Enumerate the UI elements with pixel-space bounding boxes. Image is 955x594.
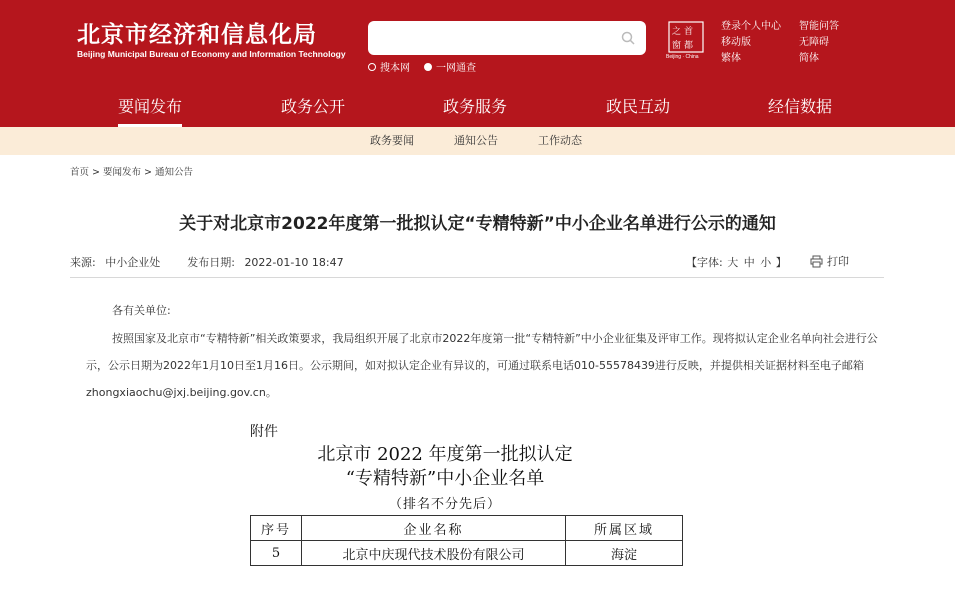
login-link[interactable]: 登录个人中心 <box>721 21 781 32</box>
source-label: 来源: <box>70 256 96 269</box>
font-size-medium[interactable]: 中 <box>743 256 755 269</box>
accessibility-link[interactable]: 无障碍 <box>799 37 829 48</box>
enterprise-list-table <box>250 515 683 566</box>
column-header-district: 所属区域 <box>566 516 683 541</box>
font-size-label: 【字体: <box>686 256 723 269</box>
column-header-name: 企业名称 <box>302 516 566 541</box>
traditional-chinese-link[interactable]: 繁体 <box>721 53 741 64</box>
smart-qa-link[interactable]: 智能问答 <box>799 21 839 32</box>
font-size-large[interactable]: 大 <box>727 256 739 269</box>
subnav-item-work-updates[interactable]: 工作动态 <box>538 134 582 147</box>
font-size-close: 】 <box>775 256 787 269</box>
table-row <box>251 541 683 566</box>
cell-no: 5 <box>251 541 302 566</box>
mobile-link[interactable]: 移动版 <box>721 37 751 48</box>
print-label: 打印 <box>827 255 849 268</box>
site-logo-chinese[interactable]: 北京市经济和信息化局 <box>77 22 317 48</box>
nav-item-data[interactable]: 经信数据 <box>768 97 833 116</box>
site-logo-english: Beijing Municipal Bureau of Economy and Information Technology <box>77 49 346 59</box>
article-salutation: 各有关单位: <box>112 304 171 317</box>
capital-logo-caption: Beijing · China <box>666 54 699 60</box>
breadcrumb-notices[interactable]: 通知公告 <box>154 167 193 178</box>
source-value: 中小企业处 <box>105 256 161 269</box>
site-header <box>0 0 955 87</box>
font-size-control <box>686 254 787 270</box>
nav-item-gov-services[interactable]: 政务服务 <box>443 97 508 116</box>
search-box <box>368 21 646 55</box>
breadcrumb-news[interactable]: 要闻发布 <box>102 167 141 178</box>
radio-checked-icon <box>424 63 432 71</box>
article-paragraph: 按照国家及北京市“专精特新”相关政策要求，我局组织开展了北京市2022年度第一批“专精特新”中小企业征集及评审工作。现将拟认定企业名单向社会进行公示，公示日期为2022年1月10日至1月16日。公示期间，如对拟认定企业有异议的，可通过联系电话010-55578439进行反映，并提供相关证据材料至电子邮箱zhongxiaochu@jxj.beijing.gov.cn。 <box>86 332 878 399</box>
subnav-item-notices[interactable]: 通知公告 <box>454 134 498 147</box>
simplified-chinese-link[interactable]: 简体 <box>799 53 819 64</box>
nav-item-interaction[interactable]: 政民互动 <box>606 97 671 116</box>
printer-icon <box>810 255 823 268</box>
breadcrumb-home[interactable]: 首页 <box>70 167 90 178</box>
sub-nav <box>0 127 955 155</box>
print-button[interactable] <box>810 253 849 269</box>
subnav-item-gov-news[interactable]: 政务要闻 <box>370 134 414 147</box>
attachment-title-line1: 北京市 2022 年度第一批拟认定 <box>317 444 573 465</box>
breadcrumb-separator: > <box>92 167 100 178</box>
svg-text:首: 首 <box>684 27 694 37</box>
search-scope-site[interactable] <box>368 59 410 74</box>
article-title: 关于对北京市2022年度第一批拟认定“专精特新”中小企业名单进行公示的通知 <box>179 214 776 234</box>
cell-name: 北京中庆现代技术股份有限公司 <box>302 541 566 566</box>
column-header-no: 序号 <box>251 516 302 541</box>
search-input[interactable] <box>378 28 608 48</box>
breadcrumb-separator: > <box>144 167 152 178</box>
attachment-label: 附件 <box>250 424 278 440</box>
utility-links <box>721 20 859 66</box>
table-header-row <box>251 516 683 541</box>
article-meta <box>70 254 344 270</box>
font-size-small[interactable]: 小 <box>760 256 772 269</box>
svg-text:窗: 窗 <box>672 41 682 51</box>
nav-item-gov-affairs[interactable]: 政务公开 <box>281 97 346 116</box>
radio-icon <box>368 63 376 71</box>
search-scope-group <box>368 59 476 74</box>
date-value: 2022-01-10 18:47 <box>244 256 344 269</box>
attachment-title-line2: “专精特新”中小企业名单 <box>345 468 545 489</box>
meta-divider <box>70 277 884 278</box>
svg-text:都: 都 <box>684 41 694 51</box>
search-scope-all-label: 一网通查 <box>436 63 476 74</box>
cell-district: 海淀 <box>566 541 683 566</box>
main-nav <box>0 87 955 127</box>
attachment-title-line3: （排名不分先后） <box>388 497 501 512</box>
svg-text:之: 之 <box>672 27 682 37</box>
date-label: 发布日期: <box>187 256 235 269</box>
search-scope-site-label: 搜本网 <box>380 63 410 74</box>
nav-item-news[interactable]: 要闻发布 <box>118 87 182 127</box>
search-icon[interactable] <box>620 30 636 46</box>
breadcrumb <box>70 164 193 178</box>
search-scope-all[interactable] <box>424 59 476 74</box>
